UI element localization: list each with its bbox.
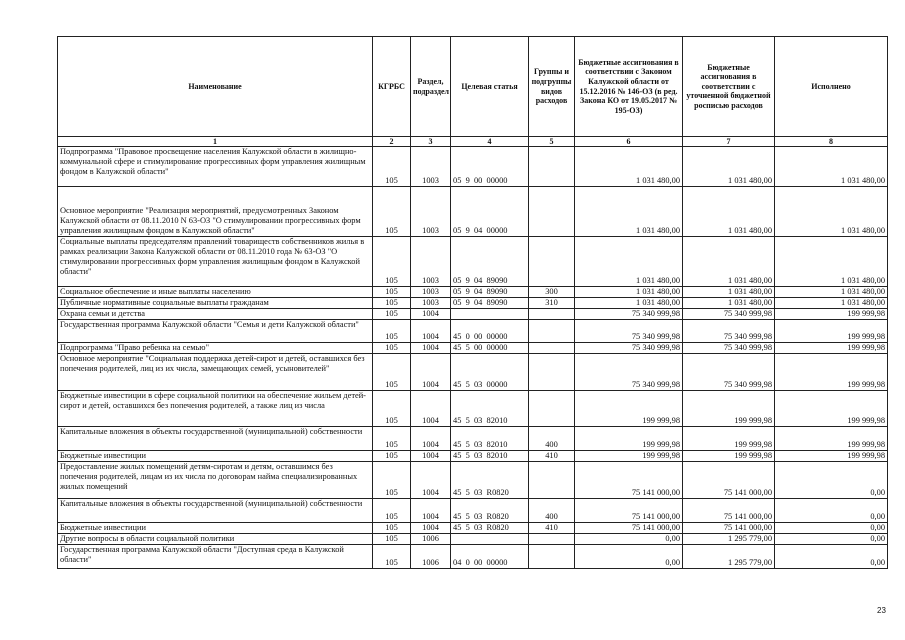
row-kgrbs: 105	[373, 499, 411, 523]
table-body	[58, 147, 888, 569]
row-kgrbs: 105	[373, 523, 411, 534]
table-row	[58, 427, 888, 451]
row-kgrbs: 105	[373, 427, 411, 451]
row-refined: 1 031 480,00	[683, 187, 775, 237]
row-executed: 1 031 480,00	[775, 287, 888, 298]
row-group: 400	[529, 427, 575, 451]
table-row	[58, 391, 888, 427]
row-section: 1004	[411, 451, 451, 462]
row-name: Основное мероприятие "Социальная поддержка детей-сирот и детей, оставшихся без попечения родителей, лиц из их числа, замещающих семей, усыновителей"	[58, 354, 373, 391]
row-target: 45 5 03 R0820	[451, 499, 529, 523]
column-number: 4	[451, 137, 529, 147]
row-assigned: 75 340 999,98	[575, 354, 683, 391]
table-row	[58, 309, 888, 320]
row-section: 1004	[411, 427, 451, 451]
row-group	[529, 309, 575, 320]
row-target: 45 5 03 82010	[451, 391, 529, 427]
row-name: Другие вопросы в области социальной политики	[58, 534, 373, 545]
table-row	[58, 287, 888, 298]
row-name: Подпрограмма "Правовое просвещение населения Калужской области в жилищно-коммунальной сфере и стимулирование прогрессивных форм управления жилищным фондом в Калужской области"	[58, 147, 373, 187]
row-executed: 199 999,98	[775, 343, 888, 354]
row-name: Государственная программа Калужской области "Доступная среда в Калужской области"	[58, 545, 373, 569]
row-name: Предоставление жилых помещений детям-сиротам и детям, оставшимся без попечения родителей, лицам из их числа по договорам найма специализированных жилых помещений	[58, 462, 373, 499]
row-target: 05 9 04 89090	[451, 237, 529, 287]
row-section: 1004	[411, 309, 451, 320]
row-executed: 0,00	[775, 545, 888, 569]
table-row	[58, 354, 888, 391]
row-target: 05 9 04 00000	[451, 187, 529, 237]
header-assigned: Бюджетные ассигнования в соответствии с Законом Калужской области от 15.12.2016 № 146-ОЗ (в ред. Закона КО от 19.05.2017 № 195-ОЗ)	[575, 37, 683, 137]
row-kgrbs: 105	[373, 391, 411, 427]
row-refined: 1 295 779,00	[683, 534, 775, 545]
row-executed: 0,00	[775, 523, 888, 534]
row-refined: 75 340 999,98	[683, 354, 775, 391]
header-name: Наименование	[58, 37, 373, 137]
row-executed: 0,00	[775, 534, 888, 545]
row-group	[529, 462, 575, 499]
header-executed: Исполнено	[775, 37, 888, 137]
row-group	[529, 354, 575, 391]
row-target: 45 5 03 R0820	[451, 462, 529, 499]
row-name: Публичные нормативные социальные выплаты гражданам	[58, 298, 373, 309]
row-executed: 199 999,98	[775, 451, 888, 462]
row-assigned: 1 031 480,00	[575, 298, 683, 309]
table-row	[58, 462, 888, 499]
row-kgrbs: 105	[373, 343, 411, 354]
row-section: 1003	[411, 237, 451, 287]
header-groups: Группы и подгруппы видов расходов	[529, 37, 575, 137]
row-refined: 75 340 999,98	[683, 343, 775, 354]
row-refined: 75 340 999,98	[683, 309, 775, 320]
row-kgrbs: 105	[373, 147, 411, 187]
row-group	[529, 147, 575, 187]
row-assigned: 1 031 480,00	[575, 237, 683, 287]
header-target: Целевая статья	[451, 37, 529, 137]
row-executed: 0,00	[775, 462, 888, 499]
column-number-row	[58, 137, 888, 147]
row-group: 310	[529, 298, 575, 309]
row-kgrbs: 105	[373, 309, 411, 320]
row-kgrbs: 105	[373, 287, 411, 298]
row-refined: 75 340 999,98	[683, 320, 775, 343]
column-number: 6	[575, 137, 683, 147]
row-kgrbs: 105	[373, 451, 411, 462]
row-refined: 1 031 480,00	[683, 147, 775, 187]
row-assigned: 1 031 480,00	[575, 147, 683, 187]
row-refined: 1 295 779,00	[683, 545, 775, 569]
row-section: 1004	[411, 462, 451, 499]
row-name: Социальные выплаты председателям правлений товариществ собственников жилья в рамках реализации Закона Калужской области от 08.11.2010 года № 63-ОЗ "О стимулировании прогрессивных форм управления жилищным фондом в Калужской области"	[58, 237, 373, 287]
table-row	[58, 298, 888, 309]
row-section: 1004	[411, 391, 451, 427]
row-target	[451, 534, 529, 545]
row-group	[529, 391, 575, 427]
row-name: Бюджетные инвестиции	[58, 451, 373, 462]
header-row	[58, 37, 888, 137]
table-row	[58, 237, 888, 287]
table-row	[58, 343, 888, 354]
row-name: Подпрограмма "Право ребенка на семью"	[58, 343, 373, 354]
row-group	[529, 237, 575, 287]
table-row	[58, 534, 888, 545]
table-row	[58, 187, 888, 237]
row-executed: 1 031 480,00	[775, 237, 888, 287]
row-assigned: 75 141 000,00	[575, 499, 683, 523]
row-kgrbs: 105	[373, 462, 411, 499]
row-kgrbs: 105	[373, 534, 411, 545]
row-target: 05 9 04 89090	[451, 287, 529, 298]
column-number: 8	[775, 137, 888, 147]
column-number: 2	[373, 137, 411, 147]
table-row	[58, 545, 888, 569]
row-group	[529, 545, 575, 569]
row-section: 1003	[411, 187, 451, 237]
row-assigned: 0,00	[575, 534, 683, 545]
row-name: Государственная программа Калужской области "Семья и дети Калужской области"	[58, 320, 373, 343]
row-section: 1004	[411, 320, 451, 343]
row-target: 45 0 00 00000	[451, 320, 529, 343]
column-number: 1	[58, 137, 373, 147]
row-name: Основное мероприятие "Реализация мероприятий, предусмотренных Законом Калужской области от 08.11.2010 N 63-ОЗ "О стимулировании прогрессивных форм управления жилищным фондом в Калужской области"	[58, 187, 373, 237]
row-section: 1003	[411, 147, 451, 187]
row-assigned: 199 999,98	[575, 451, 683, 462]
row-executed: 199 999,98	[775, 427, 888, 451]
header-refined: Бюджетные ассигнования в соответствии с уточненной бюджетной росписью расходов	[683, 37, 775, 137]
row-target: 45 5 03 82010	[451, 427, 529, 451]
row-assigned: 1 031 480,00	[575, 187, 683, 237]
row-executed: 0,00	[775, 499, 888, 523]
row-refined: 75 141 000,00	[683, 499, 775, 523]
row-refined: 75 141 000,00	[683, 462, 775, 499]
row-section: 1004	[411, 523, 451, 534]
column-number: 7	[683, 137, 775, 147]
budget-table	[57, 36, 888, 569]
table-row	[58, 523, 888, 534]
row-executed: 1 031 480,00	[775, 147, 888, 187]
row-name: Охрана семьи и детства	[58, 309, 373, 320]
table-row	[58, 451, 888, 462]
row-executed: 199 999,98	[775, 309, 888, 320]
row-kgrbs: 105	[373, 187, 411, 237]
row-section: 1004	[411, 354, 451, 391]
row-target: 45 5 03 00000	[451, 354, 529, 391]
row-assigned: 1 031 480,00	[575, 287, 683, 298]
row-refined: 1 031 480,00	[683, 287, 775, 298]
row-assigned: 75 340 999,98	[575, 320, 683, 343]
row-target: 45 5 03 82010	[451, 451, 529, 462]
column-number: 5	[529, 137, 575, 147]
row-group	[529, 343, 575, 354]
row-name: Капитальные вложения в объекты государственной (муниципальной) собственности	[58, 499, 373, 523]
row-section: 1006	[411, 534, 451, 545]
row-target: 05 9 00 00000	[451, 147, 529, 187]
row-section: 1003	[411, 298, 451, 309]
row-assigned: 75 340 999,98	[575, 309, 683, 320]
page-number: 23	[877, 606, 886, 615]
row-name: Бюджетные инвестиции	[58, 523, 373, 534]
row-executed: 199 999,98	[775, 320, 888, 343]
row-target: 05 9 04 89090	[451, 298, 529, 309]
row-group: 410	[529, 451, 575, 462]
row-group	[529, 320, 575, 343]
row-group: 300	[529, 287, 575, 298]
row-executed: 1 031 480,00	[775, 298, 888, 309]
row-group: 400	[529, 499, 575, 523]
row-kgrbs: 105	[373, 298, 411, 309]
row-assigned: 199 999,98	[575, 427, 683, 451]
row-assigned: 199 999,98	[575, 391, 683, 427]
column-number: 3	[411, 137, 451, 147]
row-section: 1003	[411, 287, 451, 298]
row-target: 04 0 00 00000	[451, 545, 529, 569]
row-executed: 199 999,98	[775, 391, 888, 427]
row-section: 1006	[411, 545, 451, 569]
header-section: Раздел, подраздел	[411, 37, 451, 137]
row-target: 45 5 00 00000	[451, 343, 529, 354]
row-kgrbs: 105	[373, 354, 411, 391]
table-row	[58, 499, 888, 523]
row-assigned: 75 340 999,98	[575, 343, 683, 354]
row-section: 1004	[411, 343, 451, 354]
header-kgrbs: КГРБС	[373, 37, 411, 137]
row-kgrbs: 105	[373, 320, 411, 343]
row-name: Социальное обеспечение и иные выплаты населению	[58, 287, 373, 298]
table-row	[58, 320, 888, 343]
row-name: Бюджетные инвестиции в сфере социальной политики на обеспечение жильем детей-сирот и детей, оставшихся без попечения родителей, а также лиц из числа	[58, 391, 373, 427]
row-target	[451, 309, 529, 320]
row-assigned: 75 141 000,00	[575, 523, 683, 534]
row-assigned: 0,00	[575, 545, 683, 569]
row-assigned: 75 141 000,00	[575, 462, 683, 499]
row-group	[529, 187, 575, 237]
row-executed: 199 999,98	[775, 354, 888, 391]
row-kgrbs: 105	[373, 237, 411, 287]
row-group: 410	[529, 523, 575, 534]
row-kgrbs: 105	[373, 545, 411, 569]
row-section: 1004	[411, 499, 451, 523]
row-refined: 75 141 000,00	[683, 523, 775, 534]
row-refined: 1 031 480,00	[683, 298, 775, 309]
table-row	[58, 147, 888, 187]
row-group	[529, 534, 575, 545]
row-name: Капитальные вложения в объекты государственной (муниципальной) собственности	[58, 427, 373, 451]
row-refined: 199 999,98	[683, 427, 775, 451]
row-executed: 1 031 480,00	[775, 187, 888, 237]
row-refined: 1 031 480,00	[683, 237, 775, 287]
row-refined: 199 999,98	[683, 451, 775, 462]
row-refined: 199 999,98	[683, 391, 775, 427]
row-target: 45 5 03 R0820	[451, 523, 529, 534]
